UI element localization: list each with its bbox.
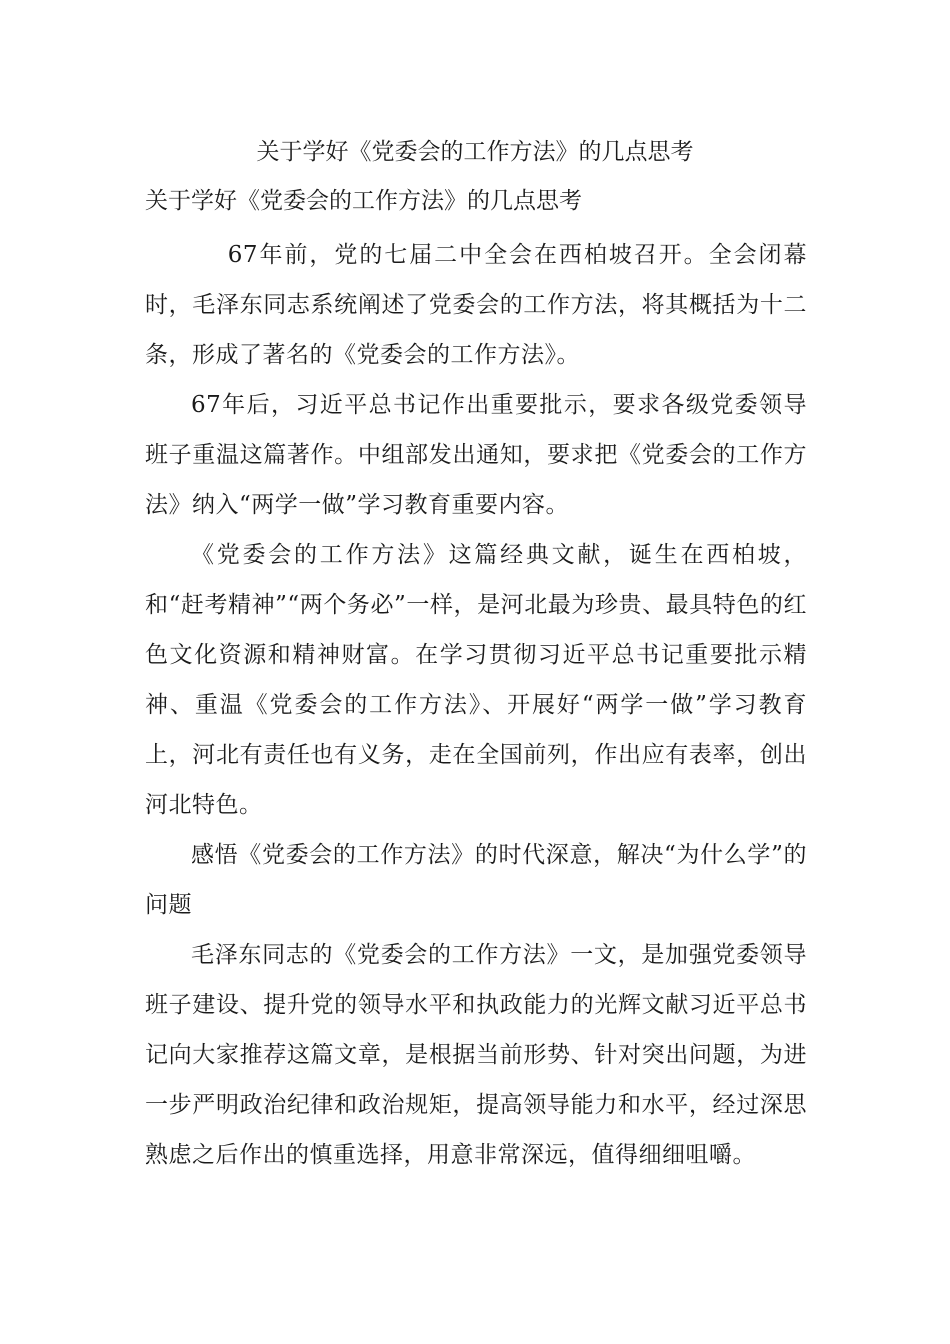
document-subtitle: 关于学好《党委会的工作方法》的几点思考	[145, 188, 582, 214]
section-heading: 感悟《党委会的工作方法》的时代深意，解决“为什么学”的问题	[145, 842, 807, 918]
document-title: 关于学好《党委会的工作方法》的几点思考	[256, 139, 694, 165]
paragraph-3: 《党委会的工作方法》这篇经典文献，诞生在西柏坡，和“赶考精神”“两个务必”一样，是河北最为珍贵、最具特色的红色文化资源和精神财富。在学习贯彻习近平总书记重要批示精神、重温《党委会的工作方法》、开展好“两学一做”学习教育上，河北有责任也有义务，走在全国前列，作出应有表率，创出河北特色。	[145, 542, 807, 818]
paragraph-1: 67年前，党的七届二中全会在西柏坡召开。全会闭幕时，毛泽东同志系统阐述了党委会的工作方法，将其概括为十二条，形成了著名的《党委会的工作方法》。	[145, 242, 807, 368]
paragraph-2: 67年后，习近平总书记作出重要批示，要求各级党委领导班子重温这篇著作。中组部发出通知，要求把《党委会的工作方法》纳入“两学一做”学习教育重要内容。	[145, 392, 807, 518]
paragraph-4: 毛泽东同志的《党委会的工作方法》一文，是加强党委领导班子建设、提升党的领导水平和执政能力的光辉文献习近平总书记向大家推荐这篇文章，是根据当前形势、针对突出问题，为进一步严明政治纪律和政治规矩，提高领导能力和水平，经过深思熟虑之后作出的慎重选择，用意非常深远，值得细细咀嚼。	[145, 942, 807, 1168]
document-body	[145, 230, 807, 1180]
